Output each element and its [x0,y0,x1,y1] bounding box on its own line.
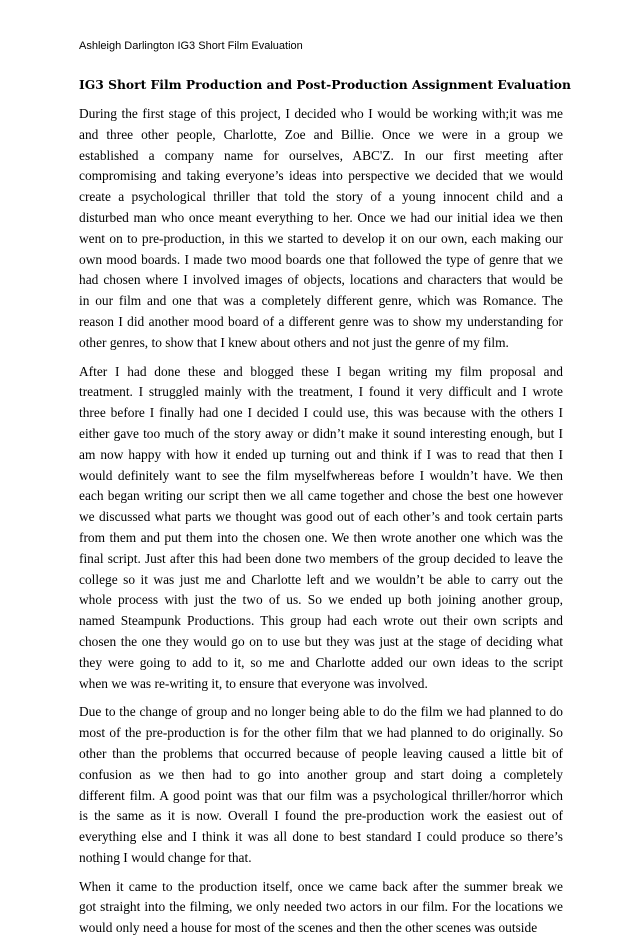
paragraph-line: would definitely want to see the film myselfwhereas before I wouldn’t have. We then [79,467,563,483]
paragraph-line: college so it was just me and Charlotte left and we wouldn’t be able to carry out the [79,571,563,587]
paragraph-line: named Steampunk Productions. This group had each wrote out their own scripts and [79,613,563,629]
paragraph-line: everything else and I think it was all done to best standard I could produce so there’s [79,829,563,845]
body-paragraph [79,702,563,868]
document-body [79,104,563,947]
paragraph-line: other than the problems that occurred because of people leaving caused a little bit of [79,745,563,761]
body-paragraph [79,877,563,939]
paragraph-line: whole process with just the two of us. So we ended up both joining another group, [79,592,563,608]
paragraph-line: compromising and taking everyone’s ideas into perspective we decided that we would [79,168,563,184]
paragraph-line: three before I finally had one I decided I could use, this was because with the others I [79,405,563,421]
paragraph-line: when we was re-writing it, to ensure that everyone was involved. [79,675,428,691]
paragraph-line: in our film and one that was a completely different genre, which was Romance. The [79,293,563,309]
paragraph-line: had chosen where I involved images of objects, locations and characters that would be [79,272,563,288]
paragraph-line: went on to pre-production, in this we started to develop it on our own, each making our [79,230,563,246]
paragraph-line: established a company name for ourselves, ABC'Z. In our first meeting after [79,147,563,163]
paragraph-line: During the first stage of this project, I decided who I would be working with;it was me [79,106,563,121]
paragraph-line: nothing I would change for that. [79,849,252,865]
paragraph-line: we discussed what parts we thought was good out of each other’s and took certain parts [79,509,563,525]
paragraph-line: When it came to the production itself, once we came back after the summer break we [79,878,563,894]
paragraph-line: and three other people, Charlotte, Zoe and Billie. Once we were in a group we [79,126,563,142]
paragraph-line: create a psychological thriller that told the story of a young innocent child and a [79,189,563,205]
paragraph-line: they were going to add to it, so me and Charlotte added our own ideas to the script [79,654,563,670]
paragraph-line: treatment. I struggled mainly with the treatment, I found it very difficult and I wrote [79,384,563,400]
paragraph-line: got straight into the filming, we only needed two actors in our film. For the locations we [79,899,563,915]
paragraph-line: each began writing our script then we all came together and chose the best one however [79,488,563,504]
paragraph-line: is the same as it is now. Overall I found the pre-production work the easiest out of [79,808,563,824]
paragraph-line: final script. Just after this had been done two members of the group decided to leave the [79,550,563,566]
body-paragraph [79,104,563,354]
paragraph-line: different film. A good point was that our film was a psychological thriller/horror which [79,787,563,803]
document-title: IG3 Short Film Production and Post-Production Assignment Evaluation [79,77,571,92]
paragraph-line: own mood boards. I made two mood boards one that followed the type of genre that we [79,251,563,267]
body-paragraph [79,362,563,695]
paragraph-line: confusion as we then had to go into another group and start doing a completely [79,766,563,782]
running-header: Ashleigh Darlington IG3 Short Film Evaluation [79,40,303,52]
paragraph-line: other genres, to show that I knew about others and not just the genre of my film. [79,334,509,350]
paragraph-line: either gave too much of the story away or didn’t make it sound interesting enough, but I [79,425,563,441]
paragraph-line: After I had done these and blogged these I began writing my film proposal and [79,363,563,379]
paragraph-line: chosen the one they would go on to use but they was just at the stage of deciding what [79,633,563,649]
paragraph-line: would only need a house for most of the scenes and then the other scenes was outside [79,920,538,936]
paragraph-line: reason I did another mood board of a different genre was to show my understanding for [79,313,563,329]
paragraph-line: Due to the change of group and no longer being able to do the film we had planned to do [79,704,563,720]
paragraph-line: am now happy with how it ended up turning out and think if I was to read that then I [79,446,563,462]
paragraph-line: most of the pre-production is for the other film that we had planned to do originally. So [79,725,563,741]
paragraph-line: from them and put them into the chosen one. We then wrote another one which was the [79,529,563,545]
paragraph-line: disturbed man who once meant everything to her. Once we had our initial idea we then [79,209,563,225]
